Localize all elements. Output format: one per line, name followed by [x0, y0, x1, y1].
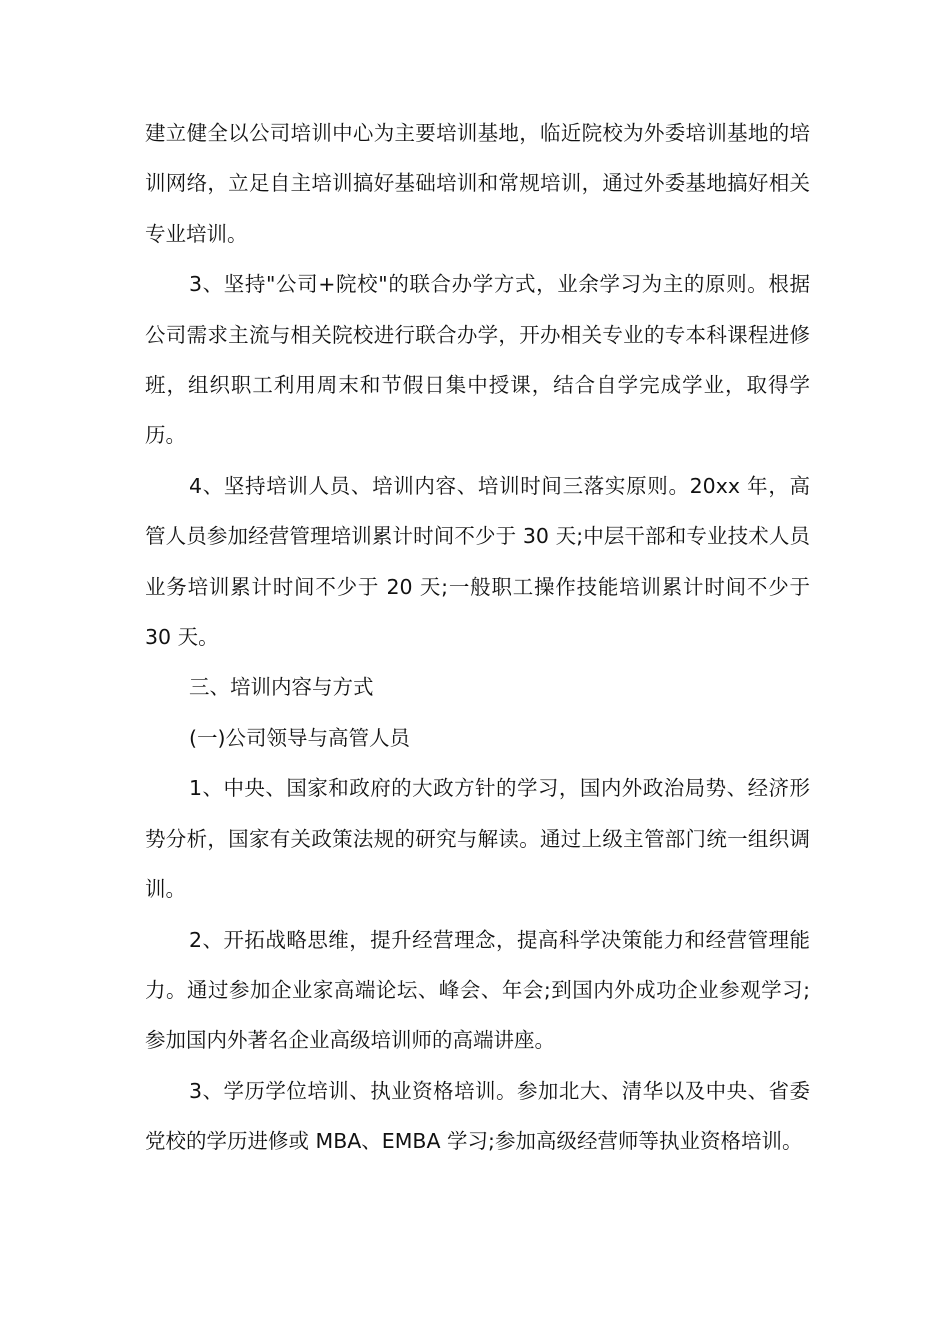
document-body: [145, 108, 810, 1167]
paragraph-item-4-three-implementations: 4、坚持培训人员、培训内容、培训时间三落实原则。20xx 年，高管人员参加经营管理培训累计时间不少于 30 天;中层干部和专业技术人员业务培训累计时间不少于 20 天;一般职工操作技能培训累计时间不少于 30 天。: [145, 473, 810, 650]
section-heading-training-content: 三、培训内容与方式: [189, 675, 374, 700]
paragraph-leaders-item-1: 1、中央、国家和政府的大政方针的学习，国内外政治局势、经济形势分析，国家有关政策法规的研究与解读。通过上级主管部门统一组织调训。: [145, 776, 810, 902]
paragraph-leaders-item-3: 3、学历学位培训、执业资格培训。参加北大、清华以及中央、省委党校的学历进修或 MBA、EMBA 学习;参加高级经营师等执业资格培训。: [145, 1078, 810, 1154]
subsection-heading-leaders: (一)公司领导与高管人员: [189, 725, 410, 750]
paragraph-intro-continuation: 建立健全以公司培训中心为主要培训基地，临近院校为外委培训基地的培训网络，立足自主培训搞好基础培训和常规培训，通过外委基地搞好相关专业培训。: [145, 121, 810, 246]
paragraph-item-3-joint-schooling: 3、坚持"公司+院校"的联合办学方式，业余学习为主的原则。根据公司需求主流与相关院校进行联合办学，开办相关专业的专本科课程进修班，组织职工利用周末和节假日集中授课，结合自学完成学业，取得学历。: [145, 272, 810, 448]
paragraph-leaders-item-2: 2、开拓战略思维，提升经营理念，提高科学决策能力和经营管理能力。通过参加企业家高端论坛、峰会、年会;到国内外成功企业参观学习;参加国内外著名企业高级培训师的高端讲座。: [145, 927, 810, 1053]
